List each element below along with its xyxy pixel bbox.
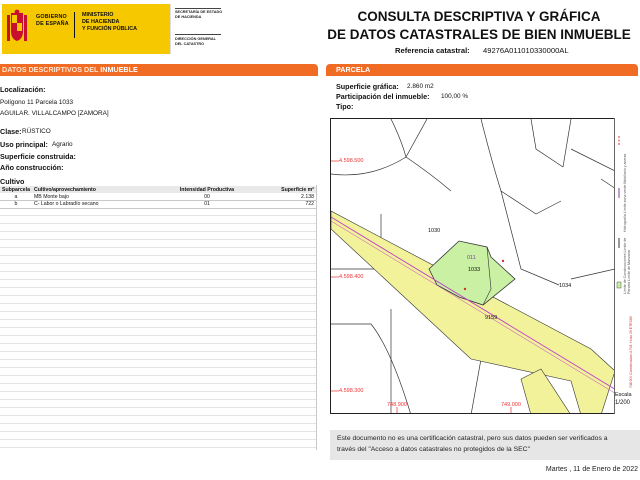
construction-year-label: Año construcción:: [0, 163, 64, 172]
participation-label: Participación del inmueble:: [336, 92, 430, 101]
government-name: GOBIERNO DE ESPAÑA: [36, 14, 69, 27]
type-label: Tipo:: [336, 102, 354, 111]
reference-value: 49276A011010330000AL: [483, 46, 569, 55]
coordinate-label: 749.000: [501, 402, 521, 408]
main-use-value: Agrario: [52, 141, 73, 148]
crop-table: [0, 186, 316, 209]
built-area-label: Superficie construida:: [0, 152, 76, 161]
table-cell: a: [0, 193, 32, 201]
legend-texts-2: [623, 234, 631, 294]
table-header-row: [0, 186, 316, 193]
scale-label: Escala: [615, 392, 632, 398]
logo-divider: [74, 12, 75, 38]
document-title: CONSULTA DESCRIPTIVA Y GRÁFICA DE DATOS CATASTRALES DE BIEN INMUEBLE: [327, 9, 631, 42]
class-label: Clase:: [0, 127, 22, 136]
table-cell: b: [0, 201, 32, 209]
legend-texts-1: [623, 122, 631, 232]
empty-table-rows: [0, 208, 316, 450]
section-title-part: DATOS DESCRIPTIVOS DEL: [2, 65, 101, 74]
legend-text: Mobiliario y aceras: [623, 153, 627, 184]
scale-value: 1/200: [615, 400, 631, 406]
coordinate-label: 748.900: [387, 402, 407, 408]
column-header: Intensidad Productiva: [162, 186, 252, 193]
parcel-label: 1030: [428, 228, 441, 234]
divider: [175, 8, 221, 9]
legend-text: Límite de Manzana: [627, 250, 631, 281]
legend-footer: 748.900 Coordenadas U.T.M. Huso 29 ETRS89: [629, 316, 633, 388]
table-row: [0, 193, 316, 201]
location-line2: AGUILAR. VILLALCAMPO [ZAMORA]: [0, 110, 109, 117]
table-cell: MB Monte bajo: [32, 193, 162, 201]
table-border: [316, 185, 317, 450]
disclaimer-line: través del "Acceso a datos catastrales no protegidos de la SEC": [337, 446, 530, 453]
coat-of-arms-icon: [6, 9, 28, 45]
class-value: RÚSTICO: [22, 128, 51, 135]
graphic-area-label: Superficie gráfica:: [336, 82, 399, 91]
coordinate-label: 4.598.400: [339, 274, 364, 280]
parcel-label: 1034: [559, 283, 572, 289]
reference-label: Referencia catastral:: [395, 46, 470, 55]
table-cell: 01: [162, 201, 252, 209]
table-cell: 722: [252, 201, 316, 209]
map-drawing: [331, 119, 640, 414]
location-line1: Polígono 11 Parcela 1033: [0, 99, 74, 106]
secretariat-name: SECRETARÍA DE ESTADO DE HACIENDA: [175, 10, 223, 19]
table-row: [0, 201, 316, 209]
disclaimer-note: [330, 430, 640, 460]
secretariat-block: [170, 4, 224, 54]
graphic-area-value: 2.860 m2: [407, 83, 434, 90]
disclaimer-line: Este documento no es una certificación catastral, pero sus datos pueden ser verificados a: [337, 435, 608, 442]
table-cell: 00: [162, 193, 252, 201]
ministry-name: MINISTERIO DE HACIENDA Y FUNCIÓN PÚBLICA: [82, 12, 138, 32]
participation-value: 100,00 %: [441, 93, 469, 100]
location-label: Localización:: [0, 85, 46, 94]
legend-text: Límite zona verde: [623, 184, 627, 214]
column-header: Subparcela: [2, 186, 30, 193]
legend-text: Límite de Construcciones: [623, 253, 627, 294]
column-header: Cultivo/aprovechamiento: [32, 186, 162, 193]
coordinate-label: 4.598.300: [339, 388, 364, 394]
divider: [175, 34, 221, 35]
cadastral-map[interactable]: [330, 118, 640, 414]
coordinate-label: 4.598.500: [339, 158, 364, 164]
parcel-label: 1033: [468, 267, 481, 273]
government-logo: [2, 4, 170, 54]
main-use-label: Uso principal:: [0, 140, 48, 149]
legend-text: Límite de Parcela: [623, 237, 631, 294]
parcel-label: 9159: [485, 315, 498, 321]
table-cell: C- Labor o Labradío secano: [32, 201, 162, 209]
map-legend: [614, 118, 640, 414]
document-date: Martes , 11 de Enero de 2022: [545, 466, 638, 473]
parcel-label: 011: [467, 255, 476, 261]
section-bar-property-data: [0, 64, 318, 76]
table-cell: 2.138: [252, 193, 316, 201]
section-bar-parcel: PARCELA: [326, 64, 638, 76]
legend-text: Hidrografía: [623, 214, 627, 232]
directorate-name: DIRECCIÓN GENERAL DEL CATASTRO: [175, 37, 216, 46]
section-title-part: INMUEBLE: [100, 65, 138, 74]
crop-label: Cultivo: [0, 177, 25, 186]
column-header: Superficie m²: [252, 186, 316, 193]
